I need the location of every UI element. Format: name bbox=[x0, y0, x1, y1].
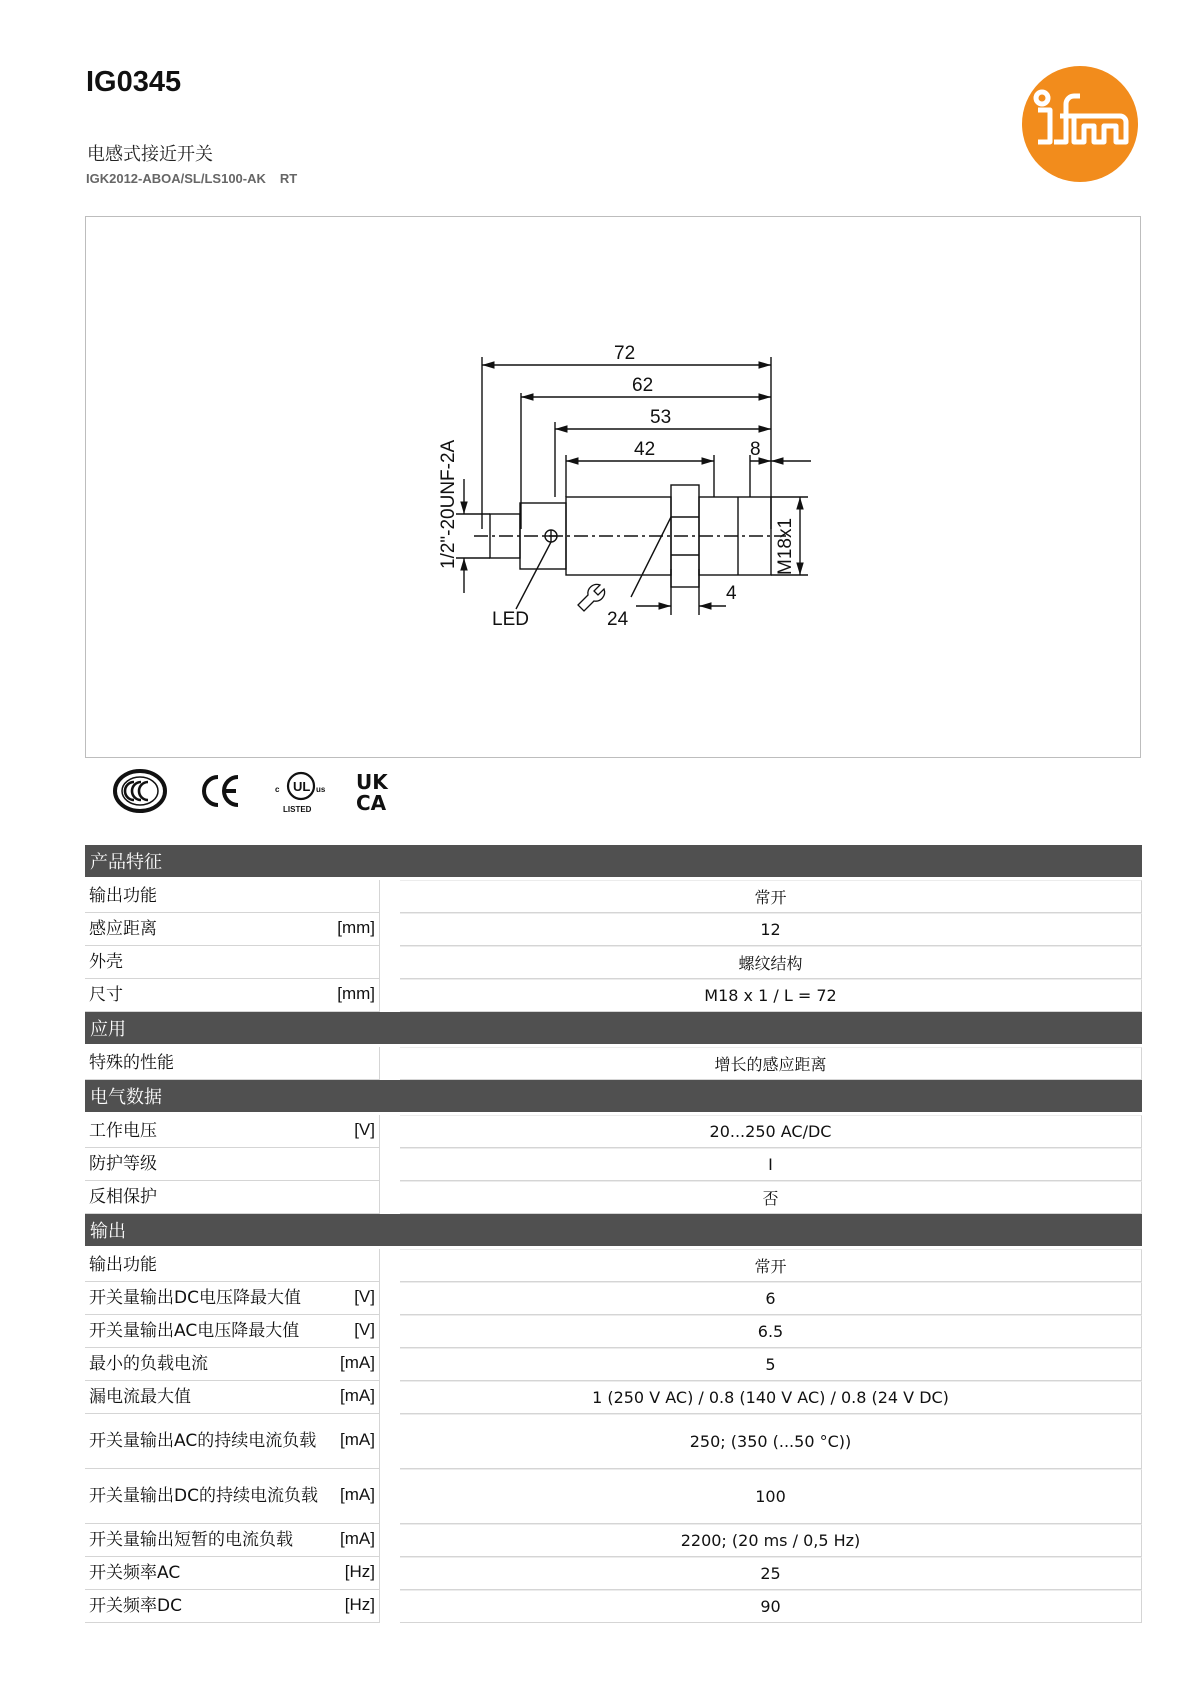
ce-cert-icon bbox=[198, 768, 244, 814]
spec-row bbox=[85, 946, 1142, 979]
product-title: IG0345 bbox=[86, 66, 182, 98]
spec-label: 开关量输出DC的持续电流负载 bbox=[89, 1486, 318, 1506]
spec-unit: [mA] bbox=[340, 1353, 375, 1372]
spec-label: 开关量输出DC电压降最大值 bbox=[89, 1288, 301, 1308]
spec-value: 增长的感应距离 bbox=[400, 1047, 1142, 1080]
spec-label: 感应距离 bbox=[89, 919, 157, 939]
spec-value: 常开 bbox=[400, 1249, 1142, 1282]
dim-62: 62 bbox=[632, 375, 654, 396]
dim-8: 8 bbox=[750, 439, 761, 460]
spec-value: 6.5 bbox=[400, 1315, 1142, 1348]
spec-row bbox=[85, 1315, 1142, 1348]
product-code bbox=[86, 171, 297, 186]
dim-4: 4 bbox=[726, 583, 737, 604]
spec-row bbox=[85, 1414, 1142, 1469]
spec-unit: [mm] bbox=[337, 984, 375, 1003]
spec-label-cell bbox=[85, 1469, 380, 1524]
spec-gap bbox=[380, 880, 400, 913]
svg-text:LISTED: LISTED bbox=[283, 805, 312, 814]
ifm-logo-icon bbox=[1020, 64, 1140, 184]
spec-label: 最小的负载电流 bbox=[89, 1354, 208, 1374]
ccc-cert-icon bbox=[112, 768, 168, 814]
spec-label: 开关量输出AC的持续电流负载 bbox=[89, 1431, 317, 1451]
section-header bbox=[85, 1080, 1142, 1115]
spec-label: 特殊的性能 bbox=[89, 1053, 174, 1073]
spec-unit: [mA] bbox=[340, 1386, 375, 1405]
spec-value: 12 bbox=[400, 913, 1142, 946]
spec-label: 反相保护 bbox=[89, 1187, 157, 1207]
spec-value: 否 bbox=[400, 1181, 1142, 1214]
product-subtitle: 电感式接近开关 bbox=[87, 144, 213, 165]
spec-gap bbox=[380, 1148, 400, 1181]
spec-unit: [mm] bbox=[337, 918, 375, 937]
spec-label-cell bbox=[85, 1115, 380, 1148]
spec-label: 工作电压 bbox=[89, 1121, 157, 1141]
thread-label: 1/2"-20UNF-2A bbox=[438, 439, 459, 569]
spec-value: 常开 bbox=[400, 880, 1142, 913]
spec-label-cell bbox=[85, 1282, 380, 1315]
spec-value: I bbox=[400, 1148, 1142, 1181]
spec-label-cell bbox=[85, 1348, 380, 1381]
spec-label-cell bbox=[85, 1315, 380, 1348]
spec-label-cell bbox=[85, 946, 380, 979]
spec-row bbox=[85, 1469, 1142, 1524]
spec-gap bbox=[380, 1557, 400, 1590]
ukca-cert-icon bbox=[354, 768, 398, 814]
spec-label: 尺寸 bbox=[89, 985, 123, 1005]
section-header bbox=[85, 1012, 1142, 1047]
spec-gap bbox=[380, 913, 400, 946]
product-code-suffix: RT bbox=[279, 171, 298, 186]
spec-gap bbox=[380, 1524, 400, 1557]
spec-gap bbox=[380, 1590, 400, 1623]
svg-text:c: c bbox=[275, 785, 280, 794]
spec-value: 20...250 AC/DC bbox=[400, 1115, 1142, 1148]
spec-value: 5 bbox=[400, 1348, 1142, 1381]
dim-42: 42 bbox=[634, 439, 656, 460]
spec-value: 1 (250 V AC) / 0.8 (140 V AC) / 0.8 (24 V DC) bbox=[400, 1381, 1142, 1414]
spec-gap bbox=[380, 1181, 400, 1214]
spec-unit: [V] bbox=[354, 1120, 375, 1139]
spec-label-cell bbox=[85, 979, 380, 1012]
spec-label-cell bbox=[85, 1524, 380, 1557]
spec-table bbox=[85, 845, 1142, 1623]
spec-label-cell bbox=[85, 1381, 380, 1414]
spec-gap bbox=[380, 946, 400, 979]
spec-unit: [V] bbox=[354, 1287, 375, 1306]
spec-label: 漏电流最大值 bbox=[89, 1387, 191, 1407]
m18-label: M18x1 bbox=[775, 517, 796, 575]
svg-text:us: us bbox=[316, 785, 326, 794]
spec-row bbox=[85, 1047, 1142, 1080]
technical-drawing-frame bbox=[85, 216, 1141, 758]
spec-row bbox=[85, 1557, 1142, 1590]
spec-unit: [Hz] bbox=[344, 1595, 375, 1614]
section-title: 应用 bbox=[85, 1012, 1142, 1047]
spec-label: 输出功能 bbox=[89, 1255, 157, 1275]
spec-label: 开关量输出AC电压降最大值 bbox=[89, 1321, 300, 1341]
spec-value: 250; (350 (...50 °C)) bbox=[400, 1414, 1142, 1469]
culus-listed-cert-icon bbox=[273, 768, 329, 814]
spec-label: 外壳 bbox=[89, 952, 123, 972]
spec-unit: [Hz] bbox=[344, 1562, 375, 1581]
dim-72: 72 bbox=[614, 343, 636, 364]
spec-gap bbox=[380, 1282, 400, 1315]
product-code-main: IGK2012-ABOA/SL/LS100-AK bbox=[86, 171, 266, 186]
spec-unit: [mA] bbox=[340, 1529, 375, 1548]
spec-value: 6 bbox=[400, 1282, 1142, 1315]
spec-row bbox=[85, 1524, 1142, 1557]
spec-label: 输出功能 bbox=[89, 886, 157, 906]
spec-gap bbox=[380, 979, 400, 1012]
section-title: 电气数据 bbox=[85, 1080, 1142, 1115]
svg-text:UL: UL bbox=[293, 779, 311, 794]
spec-unit: [mA] bbox=[340, 1485, 375, 1504]
spec-value: 螺纹结构 bbox=[400, 946, 1142, 979]
spec-label: 开关频率AC bbox=[89, 1563, 181, 1583]
spec-label-cell bbox=[85, 1148, 380, 1181]
dim-24: 24 bbox=[607, 609, 629, 630]
spec-label: 开关频率DC bbox=[89, 1596, 182, 1616]
spec-unit: [V] bbox=[354, 1320, 375, 1339]
section-header bbox=[85, 845, 1142, 880]
svg-text:CA: CA bbox=[356, 791, 387, 814]
spec-label: 防护等级 bbox=[89, 1154, 157, 1174]
spec-row bbox=[85, 1282, 1142, 1315]
spec-value: 25 bbox=[400, 1557, 1142, 1590]
spec-row bbox=[85, 1590, 1142, 1623]
section-header bbox=[85, 1214, 1142, 1249]
spec-gap bbox=[380, 1249, 400, 1282]
spec-gap bbox=[380, 1315, 400, 1348]
spec-row bbox=[85, 1348, 1142, 1381]
spec-row bbox=[85, 1148, 1142, 1181]
spec-row bbox=[85, 1181, 1142, 1214]
spec-label-cell bbox=[85, 1557, 380, 1590]
spec-unit: [mA] bbox=[340, 1430, 375, 1449]
spec-gap bbox=[380, 1381, 400, 1414]
spec-label-cell bbox=[85, 1047, 380, 1080]
spec-label-cell bbox=[85, 1249, 380, 1282]
led-label: LED bbox=[492, 609, 529, 630]
spec-label-cell bbox=[85, 880, 380, 913]
spec-label: 开关量输出短暂的电流负载 bbox=[89, 1530, 293, 1550]
spec-row bbox=[85, 1249, 1142, 1282]
spec-row bbox=[85, 979, 1142, 1012]
spec-gap bbox=[380, 1414, 400, 1469]
spec-row bbox=[85, 1381, 1142, 1414]
svg-text:UK: UK bbox=[356, 770, 388, 794]
spec-row bbox=[85, 1115, 1142, 1148]
section-title: 输出 bbox=[85, 1214, 1142, 1249]
dimension-drawing bbox=[86, 217, 1140, 757]
spec-gap bbox=[380, 1115, 400, 1148]
spec-value: 2200; (20 ms / 0,5 Hz) bbox=[400, 1524, 1142, 1557]
spec-label-cell bbox=[85, 1414, 380, 1469]
spec-value: 90 bbox=[400, 1590, 1142, 1623]
spec-value: 100 bbox=[400, 1469, 1142, 1524]
section-title: 产品特征 bbox=[85, 845, 1142, 880]
spec-gap bbox=[380, 1047, 400, 1080]
spec-gap bbox=[380, 1348, 400, 1381]
spec-label-cell bbox=[85, 1181, 380, 1214]
spec-label-cell bbox=[85, 913, 380, 946]
spec-gap bbox=[380, 1469, 400, 1524]
spec-row bbox=[85, 913, 1142, 946]
dim-53: 53 bbox=[650, 407, 672, 428]
spec-value: M18 x 1 / L = 72 bbox=[400, 979, 1142, 1012]
spec-label-cell bbox=[85, 1590, 380, 1623]
spec-row bbox=[85, 880, 1142, 913]
